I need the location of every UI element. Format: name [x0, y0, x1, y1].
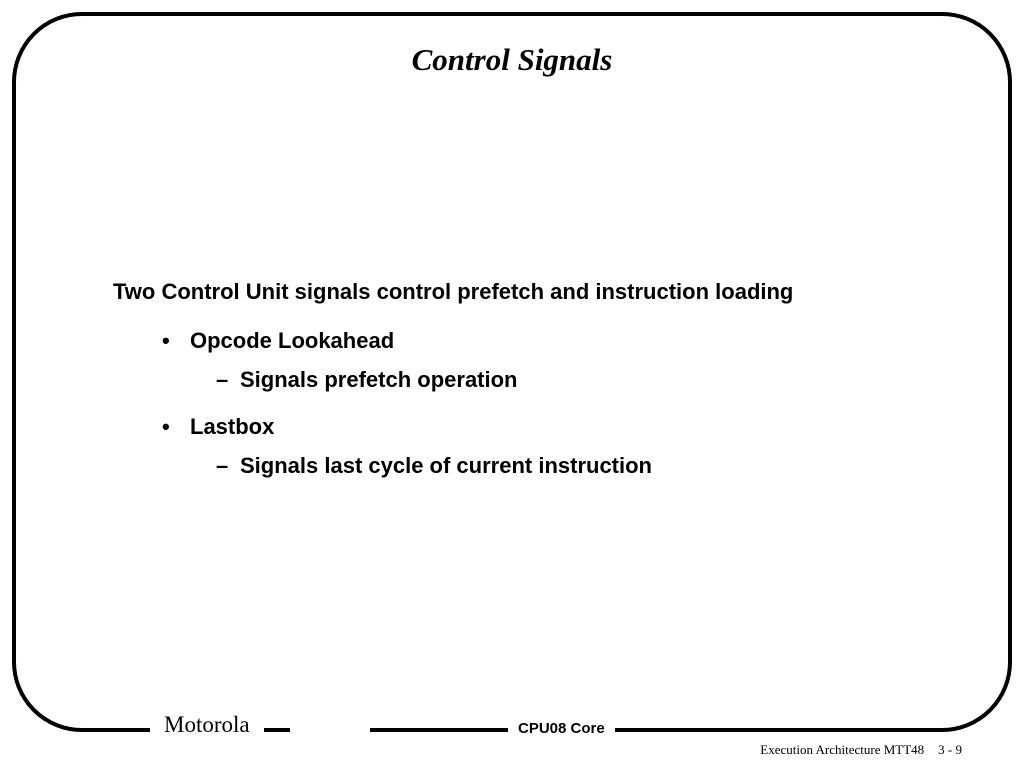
bullet-item: [162, 328, 394, 354]
bullet-marker: •: [162, 414, 170, 439]
slide-title: Control Signals: [411, 42, 613, 77]
footer-center-label: CPU08 Core: [508, 720, 615, 737]
bullet-label: Opcode Lookahead: [190, 328, 395, 353]
bullet-label: Lastbox: [190, 414, 275, 439]
bullet-marker: •: [162, 328, 170, 353]
sub-bullet-item: [216, 367, 518, 393]
sub-bullet-label: Signals prefetch operation: [240, 367, 518, 392]
dash-marker: –: [216, 453, 229, 478]
frame-gap: [290, 722, 370, 738]
dash-marker: –: [216, 367, 229, 392]
course-label: Execution Architecture MTT48: [760, 742, 925, 757]
page-footer: [760, 742, 962, 758]
sub-bullet-label: Signals last cycle of current instruction: [240, 453, 652, 478]
sub-bullet-item: [216, 453, 652, 479]
page-number: 3 - 9: [938, 742, 962, 757]
bullet-item: [162, 414, 274, 440]
intro-text: Two Control Unit signals control prefetch and instruction loading: [113, 279, 794, 304]
brand-logo-text: Motorola: [150, 712, 264, 738]
